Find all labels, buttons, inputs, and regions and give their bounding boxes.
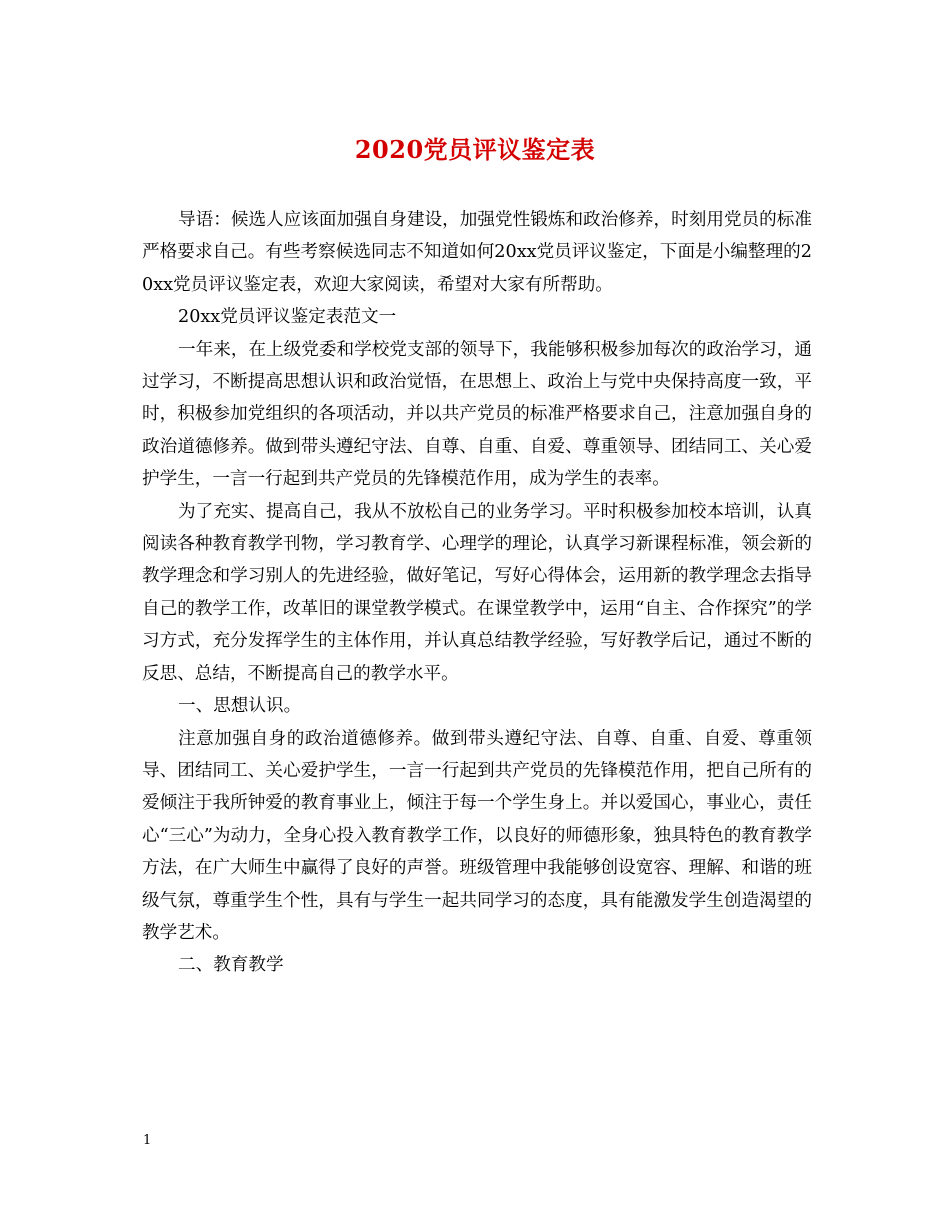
document-body bbox=[142, 204, 812, 982]
paragraph-sample-heading: 20xx党员评议鉴定表范文一 bbox=[178, 307, 397, 328]
page-number: 1 bbox=[143, 1133, 152, 1148]
document-title: 2020党员评议鉴定表 bbox=[354, 135, 596, 164]
paragraph-study: 为了充实、提高自己，我从不放松自己的业务学习。平时积极参加校本培训，认真阅读各种教育教学刊物，学习教育学、心理学的理论，认真学习新课程标准，领会新的教学理念和学习别人的先进经验，做好笔记，写好心得体会，运用新的教学理念去指导自己的教学工作，改革旧的课堂教学模式。在课堂教学中，运用“自主、合作探究”的学习方式，充分发挥学生的主体作用，并认真总结教学经验，写好教学后记，通过不断的反思、总结，不断提高自己的教学水平。 bbox=[142, 501, 812, 684]
paragraph-year-summary: 一年来，在上级党委和学校党支部的领导下，我能够积极参加每次的政治学习，通过学习，不断提高思想认识和政治觉悟，在思想上、政治上与党中央保持高度一致，平时，积极参加党组织的各项活动，并以共产党员的标准严格要求自己，注意加强自身的政治道德修养。做到带头遵纪守法、自尊、自重、自爱、尊重领导、团结同工、关心爱护学生，一言一行起到共产党员的先锋模范作用，成为学生的表率。 bbox=[142, 339, 812, 490]
section-heading-thought: 一、思想认识。 bbox=[178, 696, 302, 717]
section-heading-teaching: 二、教育教学 bbox=[178, 955, 284, 976]
paragraph-intro: 导语：候选人应该面加强自身建设，加强党性锻炼和政治修养，时刻用党员的标准严格要求自己。有些考察候选同志不知道如何20xx党员评议鉴定，下面是小编整理的20xx党员评议鉴定表，欢迎大家阅读，希望对大家有所帮助。 bbox=[142, 210, 812, 295]
paragraph-thought: 注意加强自身的政治道德修养。做到带头遵纪守法、自尊、自重、自爱、尊重领导、团结同工、关心爱护学生，一言一行起到共产党员的先锋模范作用，把自己所有的爱倾注于我所钟爱的教育事业上，倾注于每一个学生身上。并以爱国心，事业心，责任心“三心”为动力，全身心投入教育教学工作，以良好的师德形象，独具特色的教育教学方法，在广大师生中赢得了良好的声誉。班级管理中我能够创设宽容、理解、和谐的班级气氛，尊重学生个性，具有与学生一起共同学习的态度，具有能激发学生创造渴望的教学艺术。 bbox=[142, 728, 812, 943]
